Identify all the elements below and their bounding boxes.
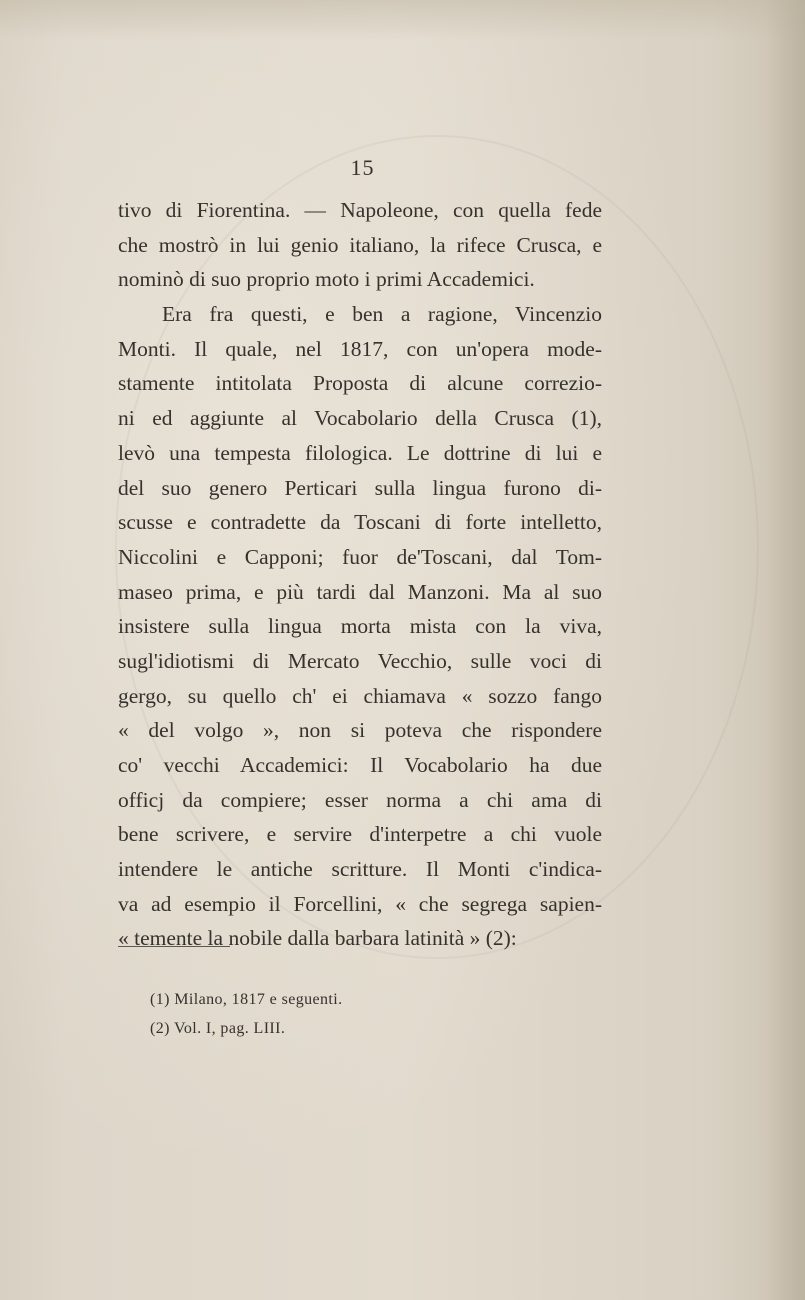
text-line-10: scusse e contradette da Toscani di forte intelletto, [118, 510, 602, 535]
footnote-rule [118, 946, 230, 947]
text-line-14: sugl'idiotismi di Mercato Vecchio, sulle voci di [118, 648, 602, 673]
text-line-3: nominò di suo proprio moto i primi Accademici. [118, 267, 535, 292]
text-line-2: che mostrò in lui genio italiano, la rifece Crusca, e [118, 232, 602, 257]
footnote-1: (1) Milano, 1817 e seguenti. [150, 991, 343, 1008]
text-line-21: va ad esempio il Forcellini, « che segrega sapien- [118, 891, 602, 916]
text-line-18: officj da compiere; esser norma a chi ama di [118, 787, 602, 812]
text-line-17: co' vecchi Accademici: Il Vocabolario ha due [118, 753, 602, 777]
text-line-12: maseo prima, e più tardi dal Manzoni. Ma al suo [118, 579, 602, 604]
text-line-19: bene scrivere, e servire d'interpetre a chi vuole [118, 822, 602, 847]
text-line-16: « del volgo », non si poteva che rispondere [118, 718, 602, 743]
text-line-1: tivo di Fiorentina. — Napoleone, con quella fede [118, 198, 602, 222]
footnotes [150, 985, 550, 1043]
text-line-6: stamente intitolata Proposta di alcune correzio- [118, 371, 602, 396]
body-text [118, 193, 602, 956]
text-line-15: gergo, su quello ch' ei chiamava « sozzo fango [118, 683, 602, 708]
text-line-13: insistere sulla lingua morta mista con la viva, [118, 614, 602, 639]
text-line-5: Monti. Il quale, nel 1817, con un'opera mode- [118, 336, 602, 361]
footnote-2: (2) Vol. I, pag. LIII. [150, 1020, 286, 1037]
text-line-20: intendere le antiche scritture. Il Monti c'indica- [118, 857, 602, 882]
text-line-11: Niccolini e Capponi; fuor de'Toscani, dal Tom- [118, 544, 602, 569]
text-line-22: « temente la nobile dalla barbara latinità » (2): [118, 926, 517, 951]
page-right-shadow [765, 0, 805, 1300]
page-top-shadow [0, 0, 805, 40]
text-line-9: del suo genero Perticari sulla lingua furono di- [118, 475, 602, 500]
page-number: 15 [350, 155, 375, 180]
text-line-8: levò una tempesta filologica. Le dottrine di lui e [118, 440, 602, 465]
text-line-7: ni ed aggiunte al Vocabolario della Crusca (1), [118, 406, 602, 431]
text-line-4: Era fra questi, e ben a ragione, Vincenzio [162, 302, 602, 327]
